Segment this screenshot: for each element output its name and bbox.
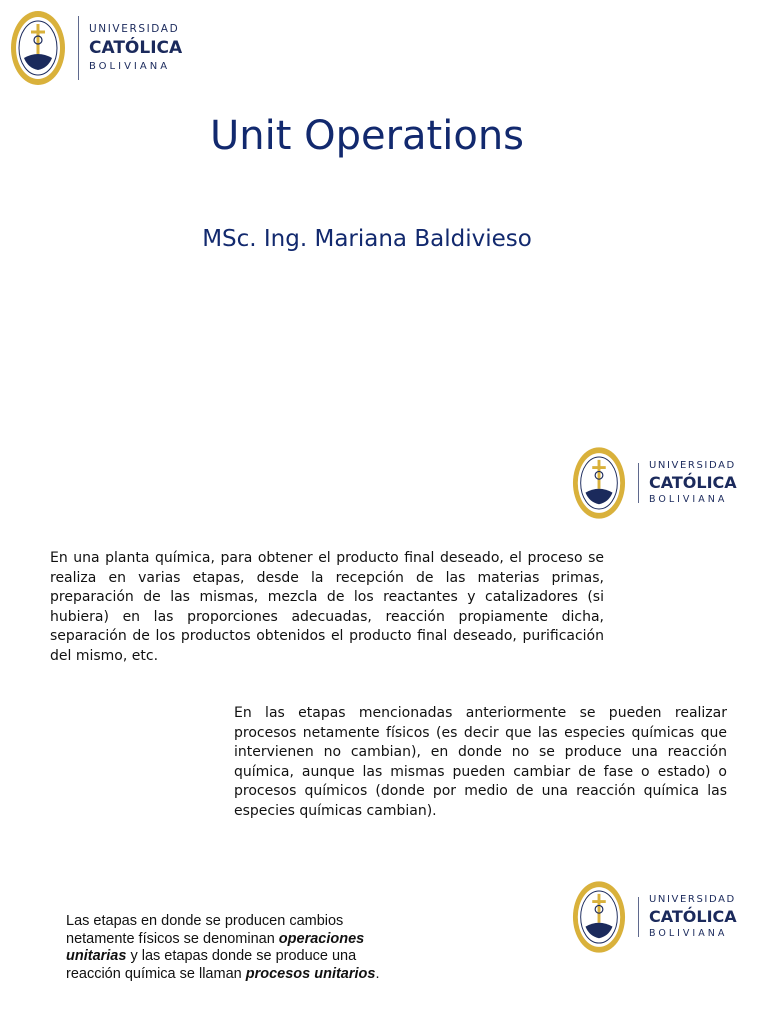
author-name: MSc. Ing. Mariana Baldivieso [202, 226, 532, 252]
university-logo-header [10, 10, 182, 86]
logo-line3: BOLIVIANA [89, 60, 171, 72]
logo-line1: UNIVERSIDAD [649, 460, 736, 472]
term-unit-operations: operaciones unitarias [66, 930, 365, 964]
logo-line2: CATÓLICA [649, 907, 737, 927]
definition-text: y las etapas donde se produce una reacción química se llaman [66, 948, 357, 982]
definition-text: . [375, 965, 380, 982]
university-logo-footer [572, 880, 737, 954]
logo-line2: CATÓLICA [649, 473, 737, 493]
paragraph-physical-chemical: En las etapas mencionadas anteriormente se pueden realizar procesos netamente físicos (es decir que las especies químicas que intervienen no cambian), en donde no se produce una reacción química, aunque las mismas pueden cambiar de fase o estado) o procesos químicos (donde por medio de una reacción química las especies químicas cambian). [234, 705, 727, 819]
logo-line1: UNIVERSIDAD [89, 23, 180, 36]
university-seal-icon [10, 10, 66, 86]
university-logo-middle [572, 446, 737, 520]
university-seal-icon [572, 446, 626, 520]
logo-line3: BOLIVIANA [649, 928, 728, 940]
paragraph-plant-stages: En una planta química, para obtener el producto final deseado, el proceso se realiza en varias etapas, desde la recepción de las materias primas, preparación de las mismas, mezcla de los reactantes y catalizadores (si hubiera) en las proporciones adecuadas, reacción propiamente dicha, separación de los productos obtenidos el producto final deseado, purificación del mismo, etc. [50, 550, 604, 664]
definition-text: Las etapas en donde se producen cambios netamente físicos se denominan [66, 913, 344, 947]
logo-line3: BOLIVIANA [649, 494, 728, 506]
paragraph-definitions [66, 913, 406, 983]
university-seal-icon [572, 880, 626, 954]
logo-line2: CATÓLICA [89, 37, 183, 58]
logo-line1: UNIVERSIDAD [649, 894, 736, 906]
term-unit-processes: procesos unitarios [245, 965, 376, 982]
page-title: Unit Operations [209, 113, 525, 159]
